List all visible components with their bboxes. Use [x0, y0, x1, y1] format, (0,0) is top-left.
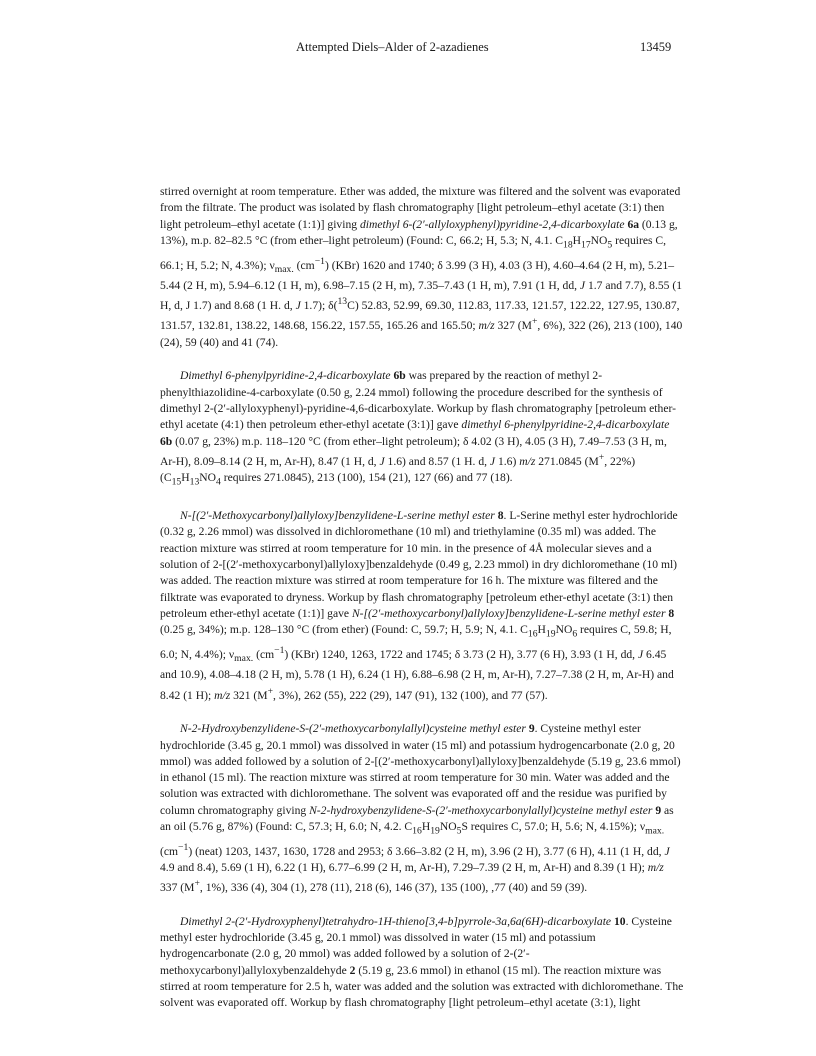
compound-number: 6b: [160, 434, 173, 448]
text-run: ) (KBr) 1620 and 1740; δ 3.99 (3 H), 4.03 (3 H), 4.60–4.64 (2 H, m), 5.21–5.44 (2 H, m), 5.94–6.12 (1 H, m), 6.98–7.15 (2 H, m), 7.35–7.43 (1 H, m), 7.91 (1 H, dd,: [160, 258, 675, 292]
italic-text: J: [579, 278, 586, 292]
text-run: requires C, 66.1; H, 5.2; N, 4.3%); ν: [160, 233, 667, 272]
text-run: 1.7 and 7.7), 8.55 (1 H, d, J 1.7) and 8.68 (1 H. d,: [160, 278, 683, 313]
italic-text: J: [664, 844, 670, 858]
compound-number: 10: [613, 914, 626, 928]
text-run: 4.9 and 8.4), 5.69 (1 H), 6.22 (1 H), 6.77–6.99 (2 H, m, Ar-H), 7.29–7.39 (2 H, m, Ar-H) and 8.39 (1 H);: [160, 860, 648, 874]
text-run: NO: [439, 820, 457, 834]
superscript: −1: [274, 644, 285, 656]
running-title: Attempted Diels–Alder of 2-azadienes: [296, 40, 489, 54]
italic-text: N-2-Hydroxybenzylidene-S-(2′-methoxycarbonylallyl)cysteine methyl ester: [180, 722, 526, 736]
italic-text: Dimethyl 6-phenylpyridine-2,4-dicarboxylate: [180, 369, 391, 383]
text-run: H: [181, 471, 190, 485]
text-run: (0.25 g, 34%); m.p. 128–130 °C (from ether) (Found: C, 59.7; H, 5.9; N, 4.1. C: [160, 623, 528, 637]
text-run: 321 (M: [230, 688, 268, 702]
superscript: −1: [178, 841, 189, 853]
text-run: . L-Serine methyl ester hydrochloride (0.32 g, 2.26 mmol) was dissolved in dichloromethane (10 ml) and triethylamine (0.35 ml) was added. The reaction mixture was stirred at room temperature for 10 min. in the presence of 4Å molecular sieves and a solution of 2-[(2′-methoxycarbonyl)allyloxy]benzaldehyde (0.49 g, 2.23 mmol) in dry dichloromethane (10 ml) was added. The reaction mixture was stirred at room temperature for 16 h. The mixture was filtered and the filktrate was evaporated to dryness. Workup by flash chromatography [petroleum ether-ethyl acetate (3:1) then petroleum ether-ethyl acetate (1:1)] gave: [160, 509, 678, 620]
text-run: 1.6): [495, 454, 520, 468]
paragraph-6b-synthesis: [160, 368, 684, 490]
italic-text: J: [295, 299, 301, 313]
text-run: (cm: [160, 844, 179, 858]
subscript: 18: [562, 239, 573, 251]
text-run: (0.07 g, 23%) m.p. 118–120 °C (from ether–light petroleum); δ 4.02 (3 H), 4.05 (3 H), 7.49–7.53 (3 H, m, Ar-H), 8.09–8.14 (2 H, m, Ar-H), 8.47 (1 H, d,: [160, 434, 667, 468]
paragraph-compound-8-synthesis: [160, 508, 684, 704]
italic-text: dimethyl 6-(2′-allyloxyphenyl)pyridine-2,4-dicarboxylate: [359, 217, 625, 231]
subscript: 4: [216, 476, 221, 488]
text-run: requires 271.0845), 213 (100), 154 (21), 127 (66) and 77 (18).: [220, 471, 513, 485]
italic-text: Dimethyl 2-(2′-Hydroxyphenyl)tetrahydro-1H-thieno[3,4-b]pyrrole-3a,6a(6H)-dicarboxylate: [180, 914, 612, 928]
text-run: H: [537, 623, 546, 637]
text-run: NO: [555, 623, 573, 637]
text-run: was prepared by the reaction of methyl 2-phenylthiazolidine-4-carboxylate (0.50 g, 2.24 mmol) following the procedure described for the synthesis of dimethyl 2-(2′-allyloxyphenyl)-pyridine-4,6-dicarboxylate. Workup by flash chromatography [petroleum ether-ethyl acetate (4:1) then petroleum ether-ethyl acetate (3:1)] gave: [160, 369, 676, 432]
text-run: (cm: [293, 258, 315, 272]
italic-text: N-[(2′-Methoxycarbonyl)allyloxy]benzylidene-L-serine methyl ester: [180, 509, 495, 523]
text-run: (5.19 g, 23.6 mmol) in ethanol (15 ml). The reaction mixture was stirred at room temperature for 2.5 h, water was added and the solution was extracted with dichloromethane. The solvent was evaporated off. Workup by flash chromatography [light petroleum–ethyl acetate (3:1), light: [160, 963, 684, 1010]
subscript: max.: [645, 825, 665, 837]
text-run: C) 52.83, 52.99, 69.30, 112.83, 117.33, 121.57, 122.22, 127.95, 130.87, 131.57, 132.81, 138.22, 148.68, 156.22, 157.55, 165.26 and 165.50;: [160, 299, 680, 333]
paragraph-compound-9-synthesis: [160, 721, 684, 896]
page-number: 13459: [640, 40, 672, 54]
text-run: ) (KBr) 1240, 1263, 1722 and 1745; δ 3.73 (2 H), 3.77 (6 H), 3.93 (1 H, dd,: [284, 647, 638, 661]
text-run: requires C, 59.8; H, 6.0; N, 4.4%); ν: [160, 623, 672, 661]
text-run: H: [421, 820, 431, 834]
superscript: −1: [314, 255, 325, 267]
text-run: (0.13 g, 13%), m.p. 82–82.5 °C (from ether–light petroleum) (Found: C, 66.2; H, 5.3; N, 4.1. C: [160, 217, 678, 247]
text-run: (cm: [253, 647, 275, 661]
text-run: , 22%) (C: [160, 454, 636, 485]
compound-number: 9: [528, 722, 535, 736]
subscript: 17: [581, 239, 591, 251]
subscript: 19: [545, 628, 556, 640]
italic-text: J: [489, 454, 496, 468]
text-run: 327 (M: [494, 319, 532, 333]
subscript: 6: [572, 628, 578, 640]
superscript: 13: [337, 296, 348, 308]
text-run: . Cysteine methyl ester hydrochloride (3.45 g, 20.1 mmol) was dissolved in water (15 ml) and potassium hydrogencarbonate (2.0 g, 20 mmol) was added followed by a solution of 2-[(2′-methoxycarbonyl)allyloxy]benzaldehyde (5.19 g, 23.6 mmol) in ethanol (15 ml). The reaction mixture was stirred at room temperature for 30 min. Water was added and the solution was extracted with dichloromethane. The solvent was evaporated off and the residue was purified by column chromatography giving: [160, 722, 681, 817]
text-run: NO: [590, 233, 608, 247]
text-run: , 3%), 262 (55), 222 (29), 147 (91), 132 (100), and 77 (57).: [273, 688, 548, 702]
text-run: 337 (M: [160, 880, 195, 894]
compound-number: 6b: [393, 369, 406, 383]
superscript: +: [531, 316, 538, 328]
subscript: max.: [234, 652, 254, 664]
text-run: S requires C, 57.0; H, 5.6; N, 4.15%); ν: [461, 820, 646, 834]
text-run: as an oil (5.76 g, 87%) (Found: C, 57.3; H, 6.0; N, 4.2. C: [160, 803, 674, 834]
subscript: 5: [607, 239, 613, 251]
text-run: 271.0845 (M: [535, 454, 599, 468]
compound-number: 2: [349, 963, 356, 977]
italic-text: m/z: [647, 860, 664, 874]
italic-text: dimethyl 6-phenylpyridine-2,4-dicarboxylate: [461, 418, 670, 432]
subscript: 19: [430, 825, 440, 837]
italic-text: m/z: [519, 454, 536, 468]
text-run: 1.6) and 8.57 (1 H. d,: [384, 454, 490, 468]
text-run: , 6%), 322 (26), 213 (100), 140 (24), 59 (40) and 41 (74).: [160, 319, 683, 349]
running-header: [0, 40, 816, 58]
text-run: , 1%), 336 (4), 304 (1), 278 (11), 218 (6), 146 (37), 135 (100), ,77 (40) and 59 (39).: [199, 880, 588, 894]
paragraph-6a-procedure: [160, 184, 684, 351]
subscript: 16: [412, 825, 422, 837]
superscript: +: [194, 878, 200, 890]
text-run: . Cysteine methyl ester hydrochloride (3.45 g, 20.1 mmol) was dissolved in water (15 ml) and potassium hydrogencarbonate (2.0 g, 20 mmol) was added followed by a solution of 2-(2′-methoxycarbonyl)allyloxybenzaldehyde: [160, 914, 672, 977]
subscript: 5: [456, 825, 462, 837]
text-run: H: [572, 233, 582, 247]
italic-text: J: [379, 454, 385, 468]
paragraph-compound-10-synthesis: [160, 914, 684, 1012]
compound-number: 8: [668, 606, 675, 620]
body-text: [160, 184, 684, 1029]
text-run: 6.45 and 10.9), 4.08–4.18 (2 H, m), 5.78 (1 H), 6.24 (1 H), 6.88–6.98 (2 H, m, Ar-H), 7.27–7.38 (2 H, m, Ar-H) and 8.42 (1 H);: [160, 647, 674, 702]
superscript: +: [598, 451, 605, 463]
compound-number: 9: [655, 803, 662, 817]
subscript: max.: [274, 263, 294, 275]
italic-text: J: [637, 647, 644, 661]
subscript: 16: [527, 628, 538, 640]
text-run: NO: [199, 471, 217, 485]
text-run: stirred overnight at room temperature. Ether was added, the mixture was filtered and the solvent was evaporated from the filtrate. The product was isolated by flash chromatography [light petroleum–ethyl acetate (3:1) then light petroleum–ethyl acetate (1:1)] giving: [160, 185, 681, 231]
italic-text: N-[(2′-methoxycarbonyl)allyloxy]benzylidene-L-serine methyl ester: [351, 606, 666, 620]
subscript: 13: [189, 476, 200, 488]
compound-number: 6a: [627, 217, 640, 231]
text-run: 1.7); δ(: [300, 299, 338, 313]
italic-text: N-2-hydroxybenzylidene-S-(2′-methoxycarbonylallyl)cysteine methyl ester: [309, 803, 653, 817]
italic-text: m/z: [478, 319, 495, 333]
italic-text: m/z: [214, 688, 231, 702]
subscript: 15: [171, 476, 182, 488]
text-run: ) (neat) 1203, 1437, 1630, 1728 and 2953; δ 3.66–3.82 (2 H, m), 3.96 (2 H), 3.77 (6 H), 4.11 (1 H, dd,: [188, 844, 665, 858]
compound-number: 8: [497, 509, 504, 523]
superscript: +: [267, 685, 274, 697]
